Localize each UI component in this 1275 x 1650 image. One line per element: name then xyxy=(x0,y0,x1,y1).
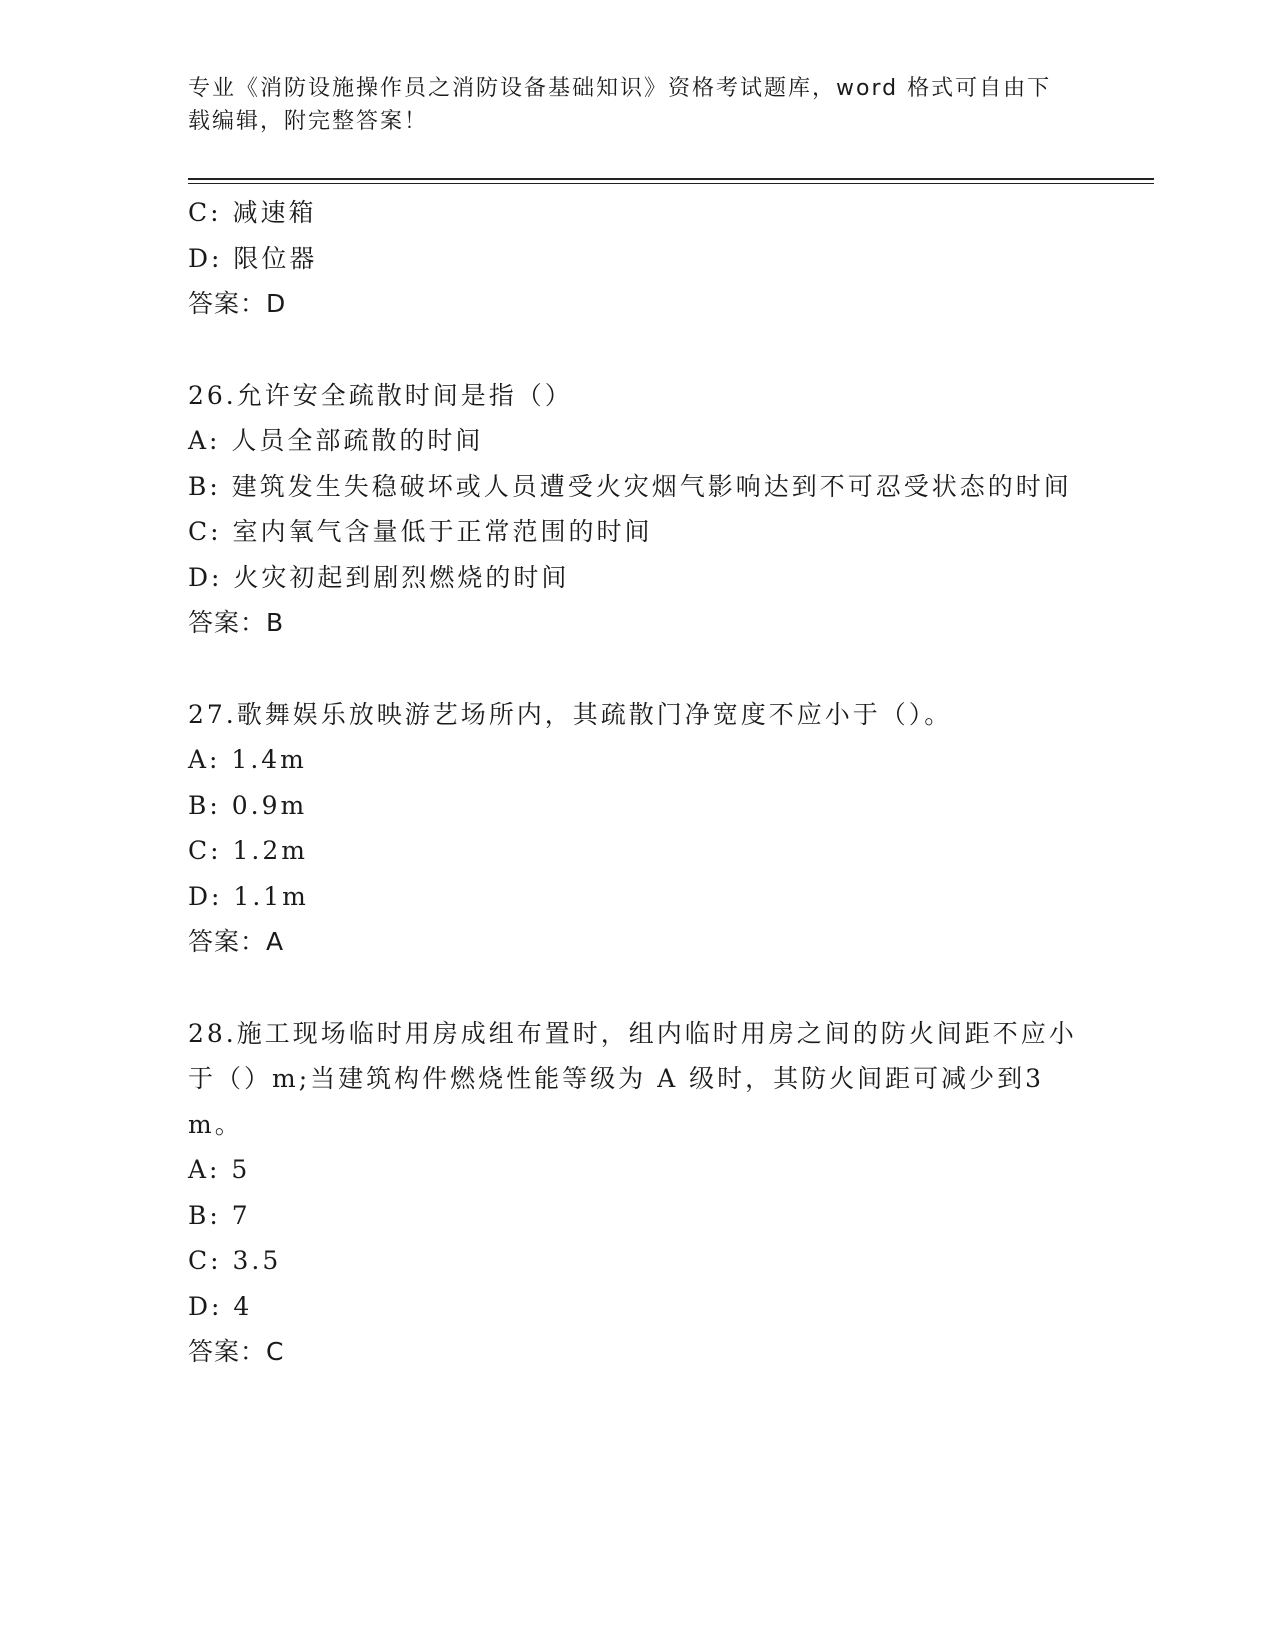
question-text: 28.施工现场临时用房成组布置时，组内临时用房之间的防火间距不应小于（）m;当建筑构件燃烧性能等级为 A 级时，其防火间距可减少到3m。 xyxy=(188,1018,1077,1139)
option-c: C: 1.2m xyxy=(188,836,308,865)
question-block-27 xyxy=(188,692,1088,965)
option-c: C: 室内氧气含量低于正常范围的时间 xyxy=(188,517,653,546)
option-d: D: 4 xyxy=(188,1291,253,1321)
answer-line: 答案：C xyxy=(188,1337,285,1366)
spacer xyxy=(188,965,1088,1011)
option-d: D: 限位器 xyxy=(188,243,318,273)
spacer xyxy=(188,327,1088,373)
option-d: D: 火灾初起到剧烈燃烧的时间 xyxy=(188,562,570,592)
option-a: A: 人员全部疏散的时间 xyxy=(188,426,484,455)
option-a: A: 1.4m xyxy=(188,745,307,774)
header-divider-thin xyxy=(188,183,1154,184)
header-divider-thick xyxy=(188,178,1154,180)
option-b: B: 7 xyxy=(188,1200,251,1230)
question-text: 26.允许安全疏散时间是指（） xyxy=(188,380,573,410)
document-header-intro: 专业《消防设施操作员之消防设备基础知识》资格考试题库，word 格式可自由下载编辑，附完整答案！ xyxy=(188,76,1052,134)
option-c: C: 减速箱 xyxy=(188,198,317,227)
option-b: B: 0.9m xyxy=(188,790,308,820)
option-b: B: 建筑发生失稳破坏或人员遭受火灾烟气影响达到不可忍受状态的时间 xyxy=(188,471,1072,501)
question-block-26 xyxy=(188,373,1088,646)
option-c: C: 3.5 xyxy=(188,1246,282,1275)
option-d: D: 1.1m xyxy=(188,881,309,911)
question-block-28 xyxy=(188,1011,1088,1375)
question-block-25-tail xyxy=(188,190,1088,327)
answer-line: 答案：A xyxy=(188,927,285,956)
spacer xyxy=(188,646,1088,692)
question-content xyxy=(188,190,1088,1375)
question-text: 27.歌舞娱乐放映游艺场所内，其疏散门净宽度不应小于（）。 xyxy=(188,699,953,729)
option-a: A: 5 xyxy=(188,1155,251,1184)
answer-line: 答案：B xyxy=(188,608,285,637)
answer-line: 答案：D xyxy=(188,289,287,318)
